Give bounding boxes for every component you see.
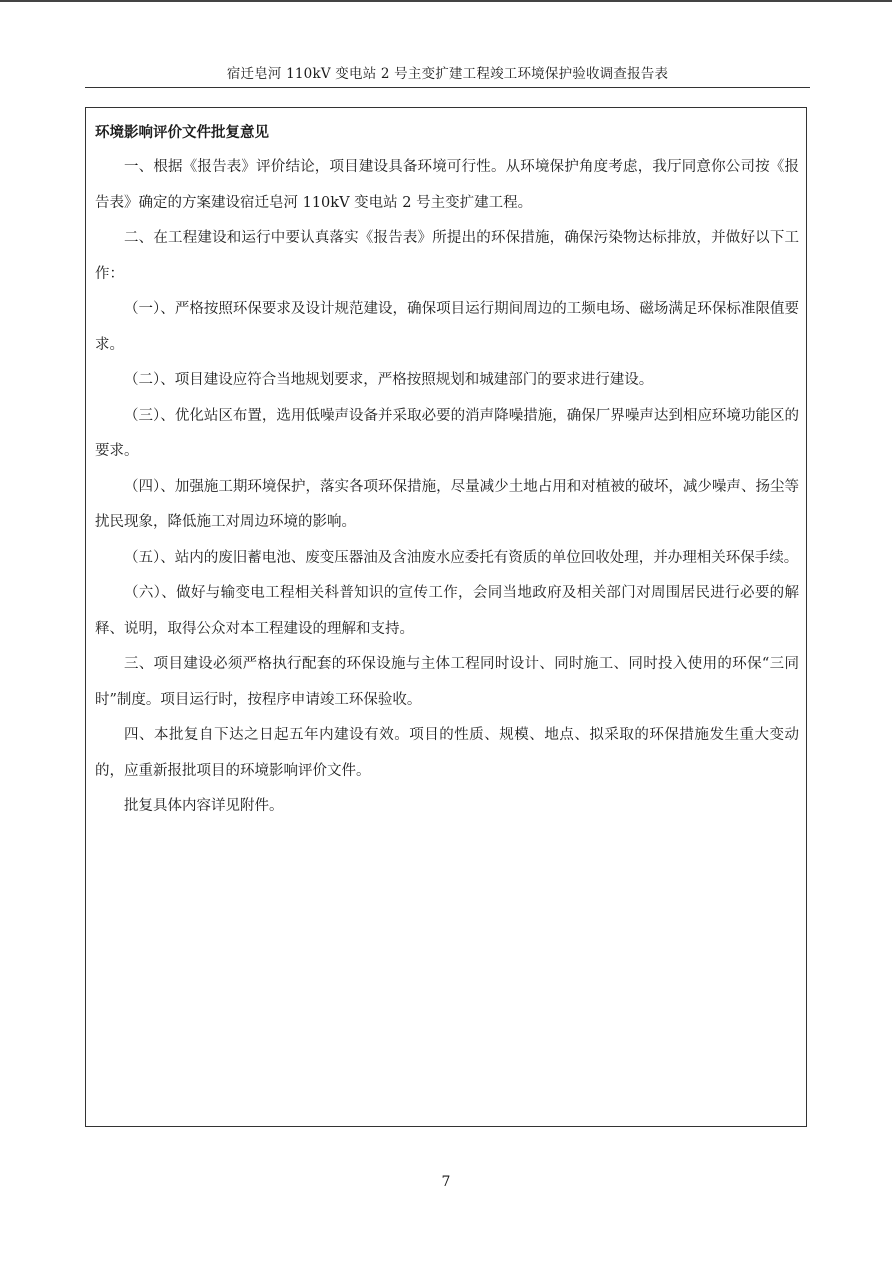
paragraph-2-item-3: （三）、优化站区布置，选用低噪声设备并采取必要的消声降噪措施，确保厂界噪声达到相应环境功能区的要求。 [95,407,799,459]
top-border-line [0,0,892,2]
paragraph-2-item-2: （二）、项目建设应符合当地规划要求，严格按照规划和城建部门的要求进行建设。 [124,372,654,388]
paragraph-2-item-4: （四）、加强施工期环境保护，落实各项环保措施，尽量减少土地占用和对植被的破坏，减少噪声、扬尘等扰民现象，降低施工对周边环境的影响。 [95,478,799,530]
paragraph-2: 二、在工程建设和运行中要认真落实《报告表》所提出的环保措施，确保污染物达标排放，并做好以下工作： [95,230,799,282]
paragraph-2-item-1: （一）、严格按照环保要求及设计规范建设，确保项目运行期间周边的工频电场、磁场满足环保标准限值要求。 [95,301,799,353]
paragraph-2-item-6: （六）、做好与输变电工程相关科普知识的宣传工作，会同当地政府及相关部门对周围居民进行必要的解释、说明，取得公众对本工程建设的理解和支持。 [95,585,799,637]
page-number: 7 [441,1174,451,1190]
page-header [85,62,810,88]
report-title: 宿迁皂河 110kV 变电站 2 号主变扩建工程竣工环境保护验收调查报告表 [226,66,669,82]
paragraph-3: 三、项目建设必须严格执行配套的环保设施与主体工程同时设计、同时施工、同时投入使用的环保“三同时”制度。项目运行时，按程序申请竣工环保验收。 [95,656,799,708]
paragraph-4: 四、本批复自下达之日起五年内建设有效。项目的性质、规模、地点、拟采取的环保措施发生重大变动的，应重新报批项目的环境影响评价文件。 [95,727,799,779]
attachment-note: 批复具体内容详见附件。 [124,798,284,814]
paragraph-1: 一、根据《报告表》评价结论，项目建设具备环境可行性。从环境保护角度考虑，我厅同意你公司按《报告表》确定的方案建设宿迁皂河 110kV 变电站 2 号主变扩建工程。 [95,159,799,211]
approval-opinion-box [85,107,807,1127]
paragraph-2-item-5: （五）、站内的废旧蓄电池、废变压器油及含油废水应委托有资质的单位回收处理，并办理相关环保手续。 [124,549,799,566]
section-title: 环境影响评价文件批复意见 [95,124,269,141]
